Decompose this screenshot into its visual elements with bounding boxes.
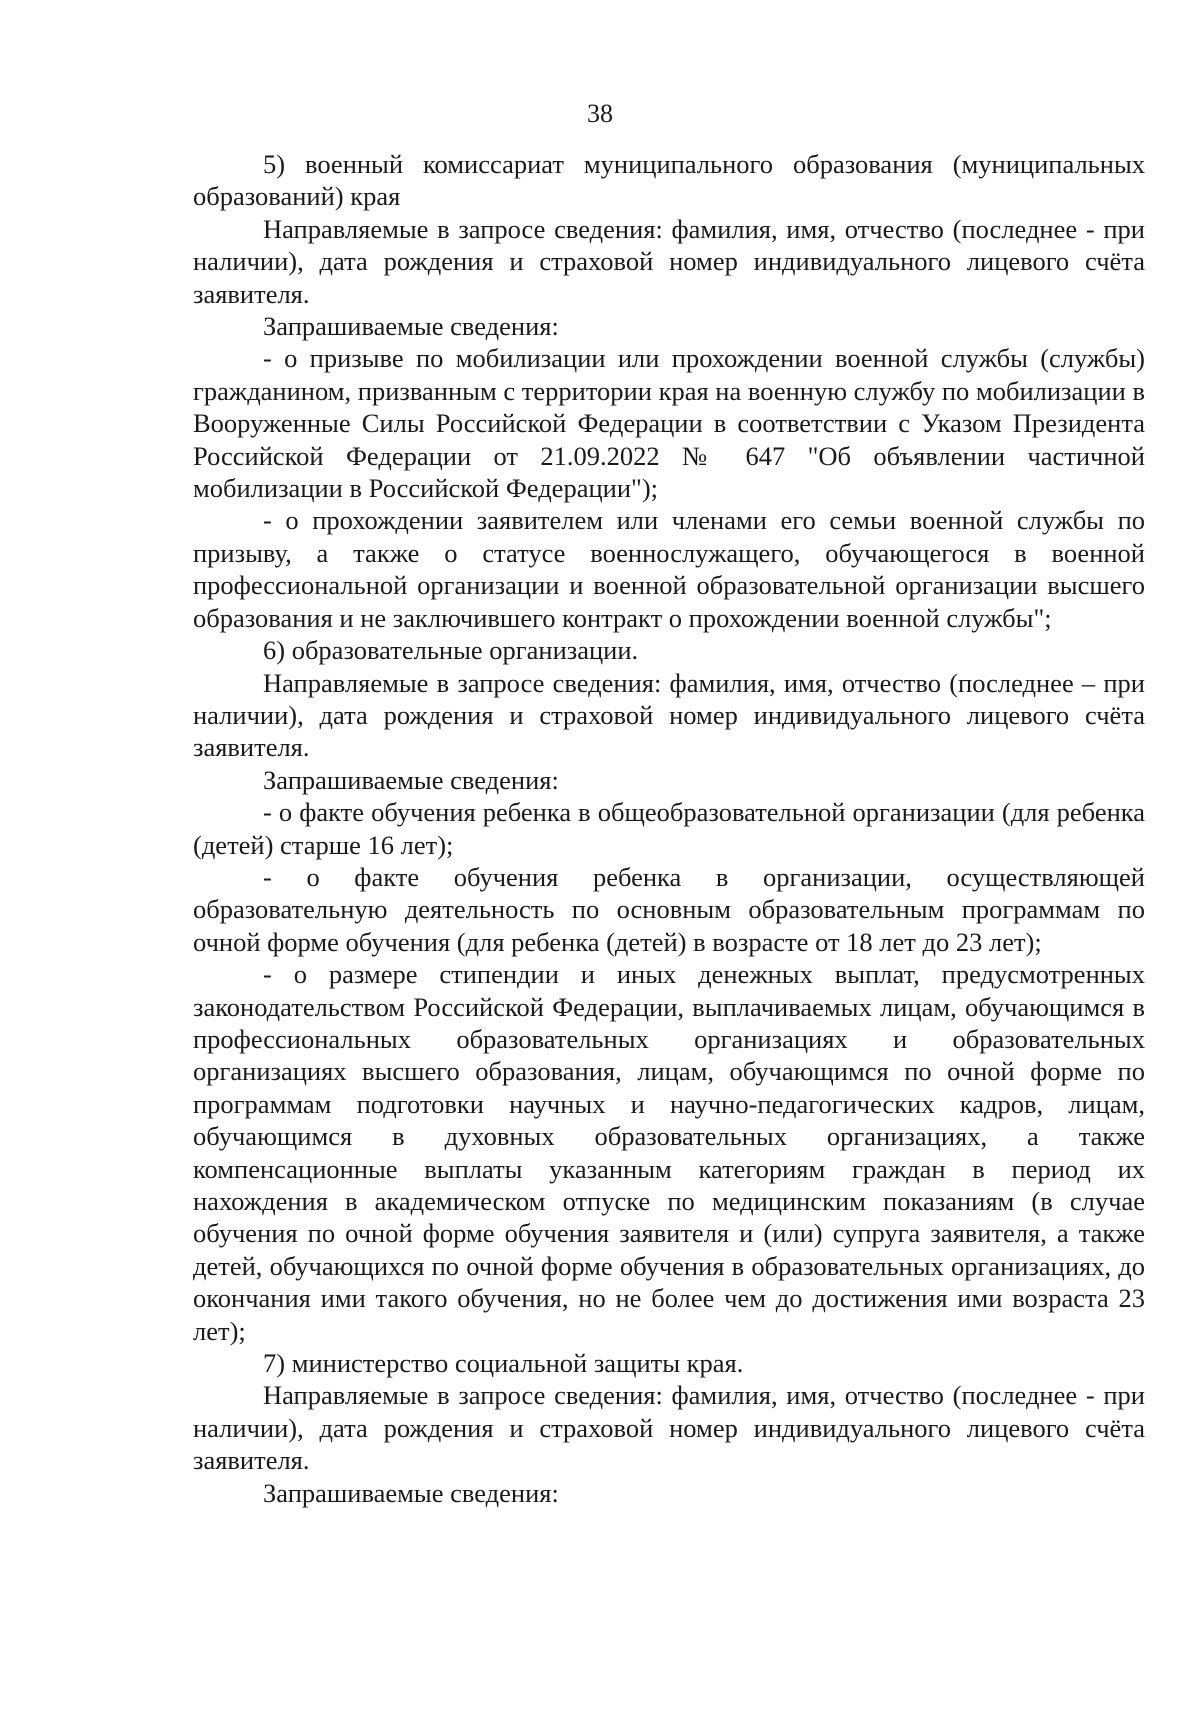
paragraph-full-time-study: - о факте обучения ребенка в организации, осуществляющей образовательную деятельность по основным образовательным программам по очной форме обучения (для ребенка (детей) в возрасте от 18 лет до 23 лет); bbox=[193, 861, 1145, 957]
paragraph-stipend: - о размере стипендии и иных денежных выплат, предусмотренных законодательством Российской Федерации, выплачиваемых лицам, обучающимся в профессиональных образовательных организациях и образовательных организациях высшего образования, лицам, обучающимся по очной форме по программам подготовки научных и научно-педагогических кадров, лицам, обучающимся в духовных образовательных организациях, а также компенсационные выплаты указанным категориям граждан в период их нахождения в академическом отпуске по медицинским показаниям (в случае обучения по очной форме обучения заявителя и (или) супруга заявителя, а также детей, обучающихся по очной форме обучения в образовательных организациях, до окончания ими такого обучения, но не более чем до достижения ими возраста 23 лет); bbox=[193, 959, 1145, 1346]
paragraph-mobilization: - о призыве по мобилизации или прохождении военной службы (службы) гражданином, призванным с территории края на военную службу по мобилизации в Вооруженные Силы Российской Федерации в соответствии с Указом Президента Российской Федерации от 21.09.2022 № 647 "Об объявлении частичной мобилизации в Российской Федерации"); bbox=[193, 343, 1145, 504]
paragraph-request-data: Направляемые в запросе сведения: фамилия, имя, отчество (последнее – при наличии), дата рождения и страховой номер индивидуального лицевого счёта заявителя. bbox=[193, 667, 1145, 763]
paragraph-request-data: Направляемые в запросе сведения: фамилия, имя, отчество (последнее - при наличии), дата рождения и страховой номер индивидуального лицевого счёта заявителя. bbox=[193, 1380, 1145, 1476]
paragraph-requested-info-label: Запрашиваемые сведения: bbox=[263, 764, 559, 795]
paragraph-request-data: Направляемые в запросе сведения: фамилия, имя, отчество (последнее - при наличии), дата рождения и страховой номер индивидуального лицевого счёта заявителя. bbox=[193, 213, 1145, 309]
paragraph-general-education: - о факте обучения ребенка в общеобразовательной организации (для ребенка (детей) старше 16 лет); bbox=[193, 797, 1145, 860]
paragraph-military-commissariat: 5) военный комиссариат муниципального образования (муниципальных образований) края bbox=[193, 149, 1145, 212]
paragraph-social-protection-ministry: 7) министерство социальной защиты края. bbox=[263, 1348, 744, 1379]
paragraph-requested-info-label: Запрашиваемые сведения: bbox=[263, 1477, 559, 1508]
paragraph-requested-info-label: Запрашиваемые сведения: bbox=[263, 311, 559, 342]
paragraph-educational-organizations: 6) образовательные организации. bbox=[263, 635, 639, 666]
page-number: 38 bbox=[587, 99, 613, 128]
paragraph-conscription: - о прохождении заявителем или членами его семьи военной службы по призыву, а также о статусе военнослужащего, обучающегося в военной профессиональной организации и военной образовательной организации высшего образования и не заключившего контракт о прохождении военной службы"; bbox=[193, 505, 1145, 633]
document-body bbox=[193, 148, 1145, 1509]
